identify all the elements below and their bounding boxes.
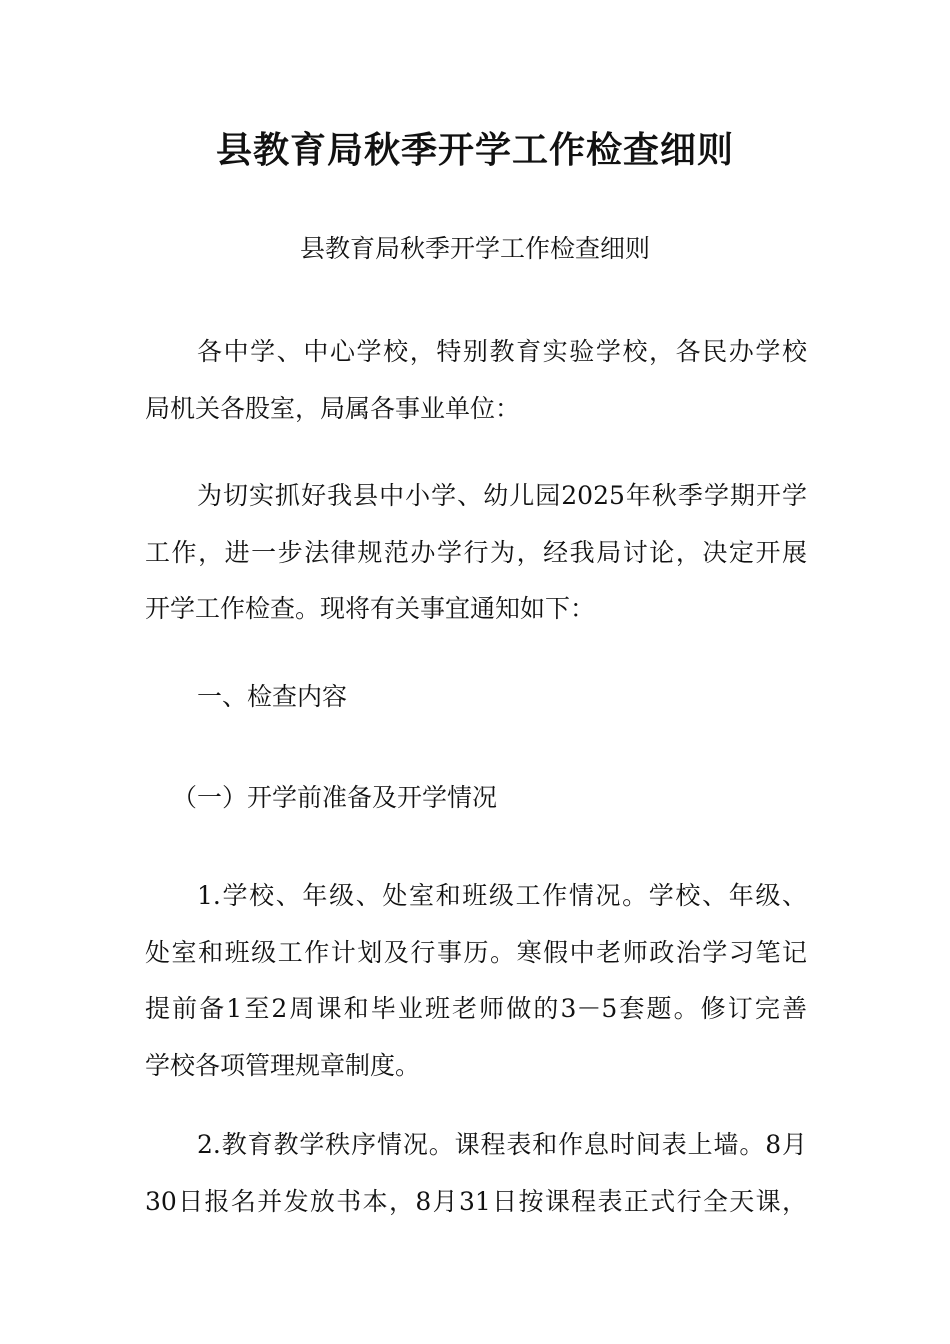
item-paragraph <box>145 1117 807 1230</box>
intro-paragraph <box>145 468 807 638</box>
salutation-paragraph <box>145 324 807 437</box>
paragraph-line: 提前备1至2周课和毕业班老师做的3－5套题。修订完善 <box>145 994 807 1023</box>
paragraph-line: 工作，进一步法律规范办学行为，经我局讨论，决定开展 <box>145 537 807 567</box>
paragraph-line: 1.学校、年级、处室和班级工作情况。学校、年级、 <box>197 881 807 910</box>
paragraph-line: 各中学、中心学校，特别教育实验学校，各民办学校 <box>197 337 807 366</box>
item-paragraph <box>145 868 807 1094</box>
document-title: 县教育局秋季开学工作检查细则 <box>215 130 734 171</box>
paragraph-line: 为切实抓好我县中小学、幼儿园2025年秋季学期开学 <box>197 481 807 510</box>
document-subtitle: 县教育局秋季开学工作检查细则 <box>299 234 650 263</box>
paragraph-line: 局机关各股室，局属各事业单位： <box>145 393 521 423</box>
paragraph-line: 学校各项管理规章制度。 <box>145 1050 421 1080</box>
paragraph-line: 2.教育教学秩序情况。课程表和作息时间表上墙。8月 <box>197 1130 807 1159</box>
subsection-heading: （一）开学前准备及开学情况 <box>172 783 498 812</box>
section-heading: 一、检查内容 <box>197 682 348 711</box>
paragraph-line: 处室和班级工作计划及行事历。寒假中老师政治学习笔记 <box>145 937 807 967</box>
paragraph-line: 30日报名并发放书本，8月31日按课程表正式行全天课， <box>145 1186 807 1216</box>
paragraph-line: 开学工作检查。现将有关事宜通知如下： <box>145 594 596 623</box>
